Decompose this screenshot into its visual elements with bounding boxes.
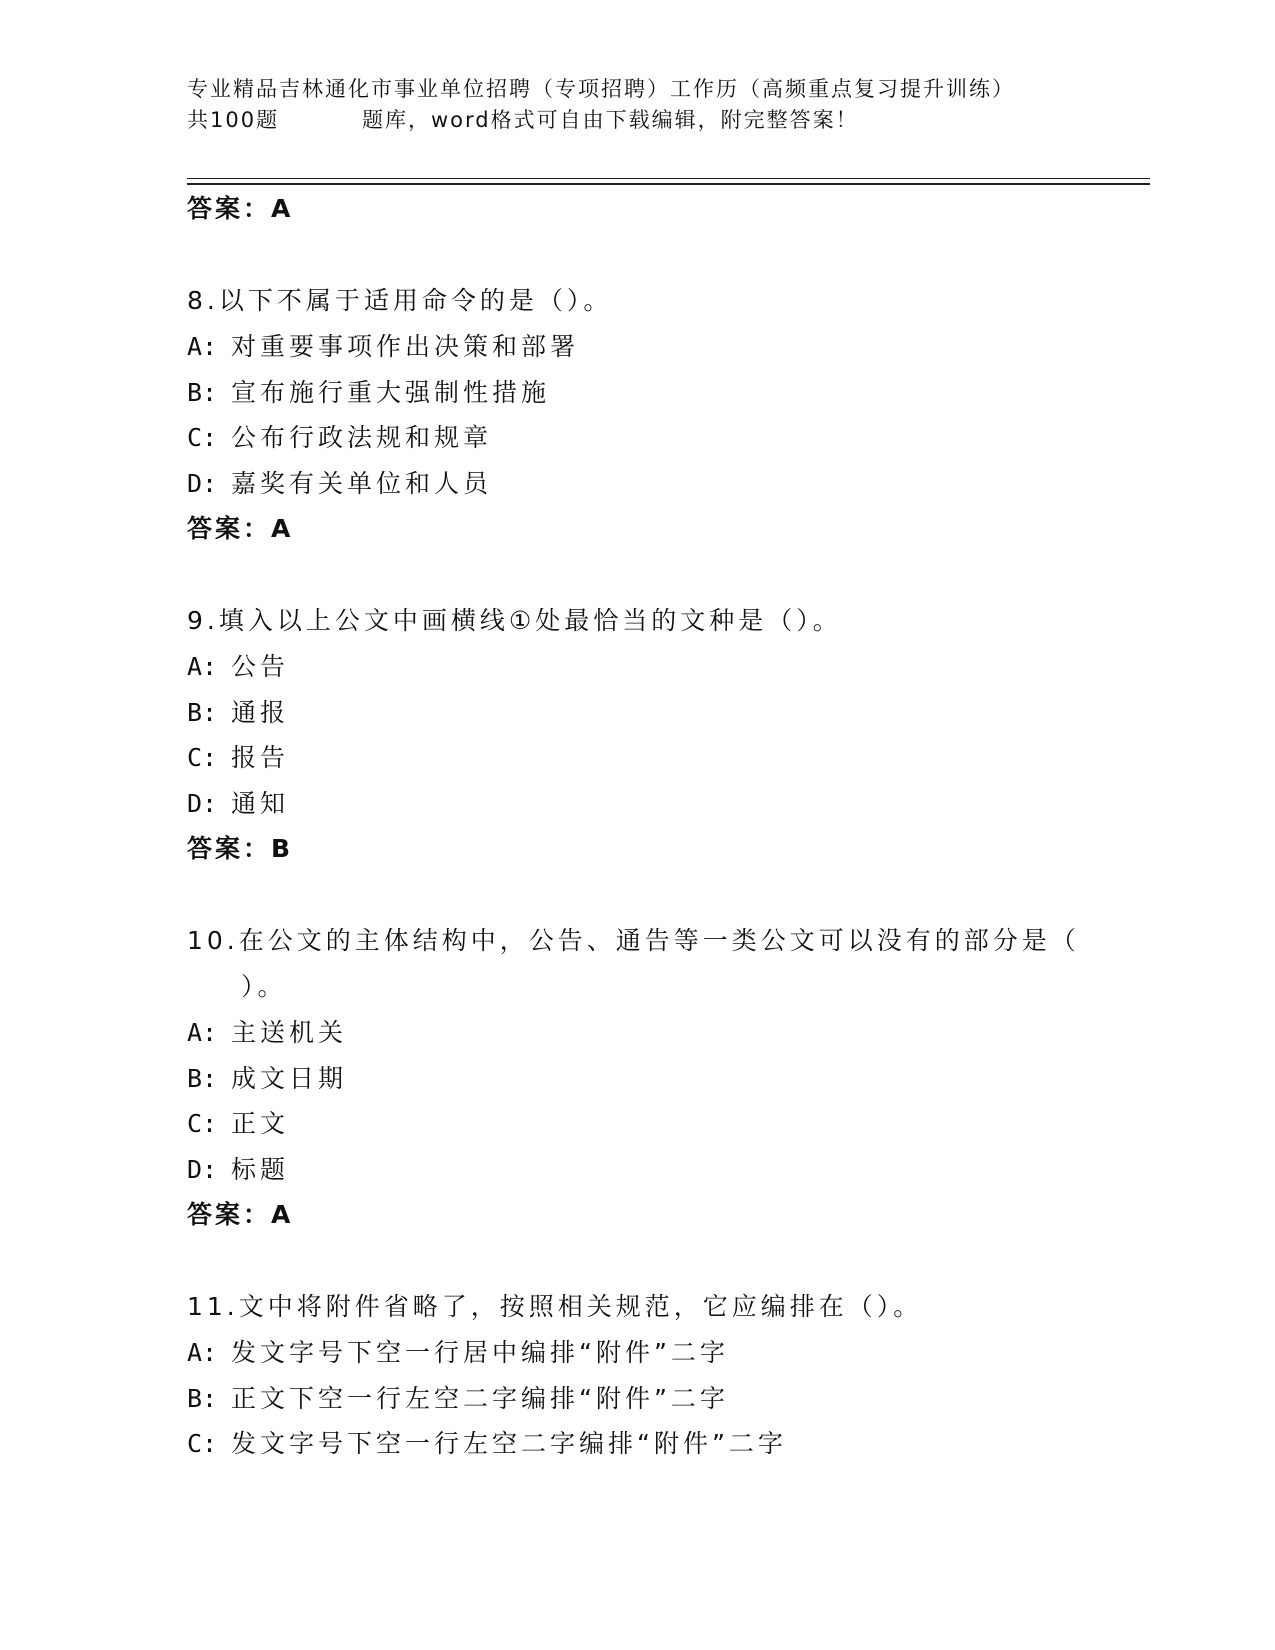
option-b [187, 1376, 1087, 1422]
option-text: 正文下空一行左空二字编排“附件”二字 [231, 1383, 729, 1413]
header-subtitle: 题库，word格式可自由下载编辑，附完整答案！ [362, 108, 859, 132]
spacer [187, 872, 1087, 918]
question-text: 文中将附件省略了，按照相关规范，它应编排在（）。 [238, 1292, 923, 1321]
option-label: A: [187, 332, 218, 361]
option-label: B: [187, 697, 218, 727]
option-b [187, 370, 1087, 416]
question-number: 11. [187, 1292, 239, 1321]
question-list [187, 186, 1087, 1467]
question-text-continued: ）。 [241, 972, 287, 1001]
answer: 答案：A [187, 1200, 294, 1229]
option-c [187, 1101, 1087, 1147]
question-9 [187, 598, 1087, 872]
header-divider-thin [187, 178, 1150, 179]
option-text: 报告 [231, 743, 290, 772]
question-text: 以下不属于适用命令的是（）。 [218, 286, 613, 315]
spacer [187, 1238, 1087, 1284]
question-count: 共100题 [187, 108, 280, 132]
option-text: 主送机关 [231, 1018, 348, 1047]
question-text: 在公文的主体结构中，公告、通告等一类公文可以没有的部分是（ [238, 926, 1080, 955]
question-10 [187, 918, 1087, 1238]
question-stem [187, 918, 1087, 1010]
option-text: 发文字号下空一行左空二字编排“附件”二字 [231, 1429, 787, 1458]
option-label: B: [187, 377, 218, 407]
option-label: D: [187, 468, 218, 498]
document-header [187, 74, 1087, 136]
question-11 [187, 1284, 1087, 1467]
option-label: B: [187, 1063, 218, 1093]
option-a [187, 1330, 1087, 1376]
option-label: A: [187, 1338, 218, 1367]
answer-q7: 答案：A [187, 194, 294, 223]
option-text: 公告 [231, 652, 290, 681]
spacer [187, 552, 1087, 598]
option-label: C: [187, 423, 218, 452]
option-label: C: [187, 1429, 218, 1458]
option-text: 通报 [231, 697, 290, 727]
question-number: 10. [187, 926, 239, 955]
option-text: 嘉奖有关单位和人员 [231, 468, 493, 498]
option-label: C: [187, 1109, 218, 1138]
option-text: 通知 [231, 788, 290, 818]
answer: 答案：B [187, 834, 294, 863]
option-text: 宣布施行重大强制性措施 [231, 377, 551, 407]
spacer [187, 232, 1087, 278]
option-a [187, 1010, 1087, 1056]
option-label: A: [187, 652, 218, 681]
question-stem [187, 1284, 1087, 1330]
option-text: 成文日期 [231, 1063, 348, 1093]
option-text: 对重要事项作出决策和部署 [231, 332, 580, 361]
option-label: D: [187, 788, 218, 818]
option-text: 发文字号下空一行居中编排“附件”二字 [231, 1338, 729, 1367]
option-c [187, 735, 1087, 781]
option-text: 正文 [231, 1109, 290, 1138]
option-label: D: [187, 1154, 218, 1184]
option-c [187, 1421, 1087, 1467]
header-divider-thick [187, 183, 1150, 185]
option-d [187, 1147, 1087, 1193]
option-a [187, 324, 1087, 370]
header-title-line: 专业精品吉林通化市事业单位招聘（专项招聘）工作历（高频重点复习提升训练） [187, 77, 1015, 101]
question-8 [187, 278, 1087, 552]
option-text: 公布行政法规和规章 [231, 423, 493, 452]
question-number: 9. [187, 606, 219, 635]
question-number: 8. [187, 286, 219, 315]
header-subtitle-line [187, 105, 1087, 136]
option-d [187, 781, 1087, 827]
option-text: 标题 [231, 1154, 290, 1184]
option-b [187, 1056, 1087, 1102]
answer: 答案：A [187, 514, 294, 543]
question-text: 填入以上公文中画横线①处最恰当的文种是（）。 [218, 606, 842, 635]
question-stem [187, 598, 1087, 644]
option-label: A: [187, 1018, 218, 1047]
option-c [187, 415, 1087, 461]
option-d [187, 461, 1087, 507]
option-a [187, 644, 1087, 690]
question-stem [187, 278, 1087, 324]
option-label: C: [187, 743, 218, 772]
option-label: B: [187, 1383, 218, 1413]
option-b [187, 690, 1087, 736]
